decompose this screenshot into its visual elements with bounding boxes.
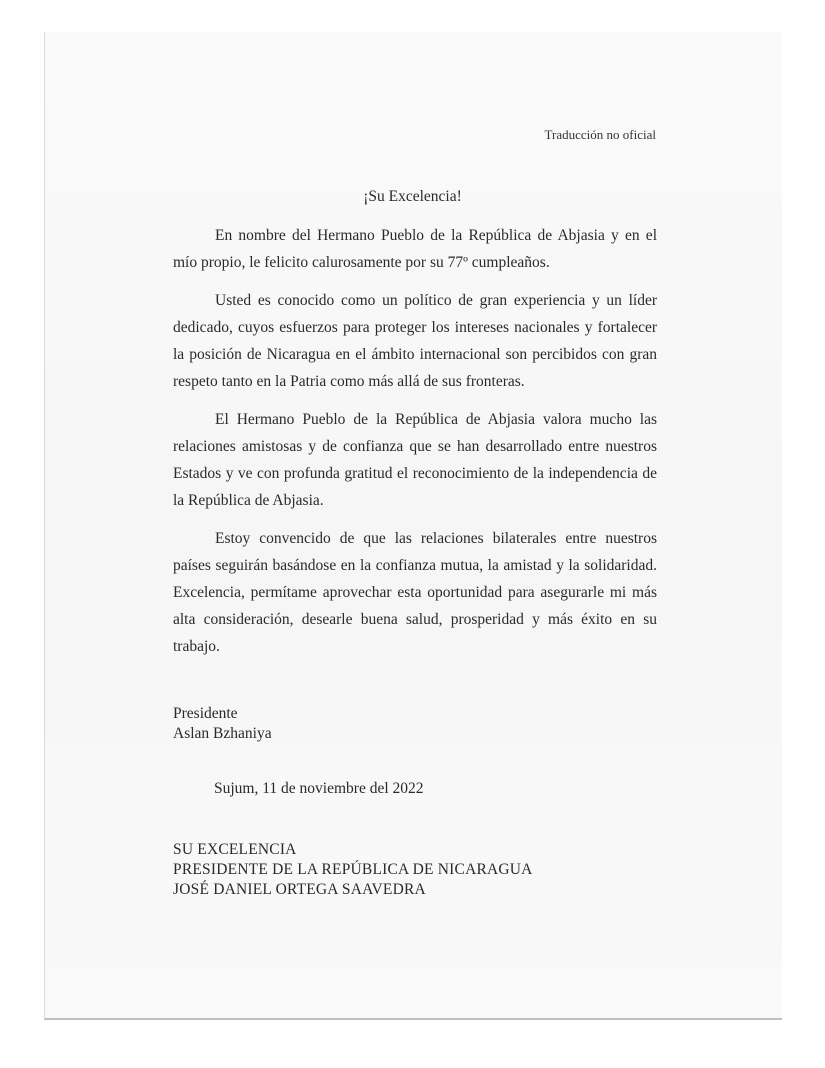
- signer-title: Presidente: [173, 705, 238, 722]
- recipient-line-3: JOSÉ DANIEL ORTEGA SAAVEDRA: [173, 881, 426, 898]
- salutation: ¡Su Excelencia!: [363, 188, 462, 205]
- paragraph-1: En nombre del Hermano Pueblo de la República de Abjasia y en el mío propio, le felicito calurosamente por su 77º cumpleaños.: [173, 227, 657, 271]
- paragraph-2: Usted es conocido como un político de gran experiencia y un líder dedicado, cuyos esfuerzos para proteger los intereses nacionales y fortalecer la posición de Nicaragua en el ámbito internacional son percibidos con gran respeto tanto en la Patria como más allá de sus fronteras.: [173, 292, 657, 390]
- date-line: Sujum, 11 de noviembre del 2022: [214, 780, 424, 797]
- signature-block: [173, 704, 272, 744]
- unofficial-translation-note: Traducción no oficial: [544, 127, 656, 142]
- paragraph-3: El Hermano Pueblo de la República de Abjasia valora mucho las relaciones amistosas y de confianza que se han desarrollado entre nuestros Estados y ve con profunda gratitud el reconocimiento de la independencia de la República de Abjasia.: [173, 411, 657, 509]
- signer-name: Aslan Bzhaniya: [173, 725, 272, 742]
- paragraph-4: Estoy convencido de que las relaciones bilaterales entre nuestros países seguirán basándose en la confianza mutua, la amistad y la solidaridad. Excelencia, permítame aprovechar esta oportunidad para asegurarle mi más alta consideración, desearle buena salud, prosperidad y más éxito en su trabajo.: [173, 530, 657, 655]
- recipient-line-2: PRESIDENTE DE LA REPÚBLICA DE NICARAGUA: [173, 861, 533, 878]
- recipient-line-1: SU EXCELENCIA: [173, 841, 297, 858]
- letter-body: [173, 222, 657, 671]
- recipient-block: [173, 840, 533, 900]
